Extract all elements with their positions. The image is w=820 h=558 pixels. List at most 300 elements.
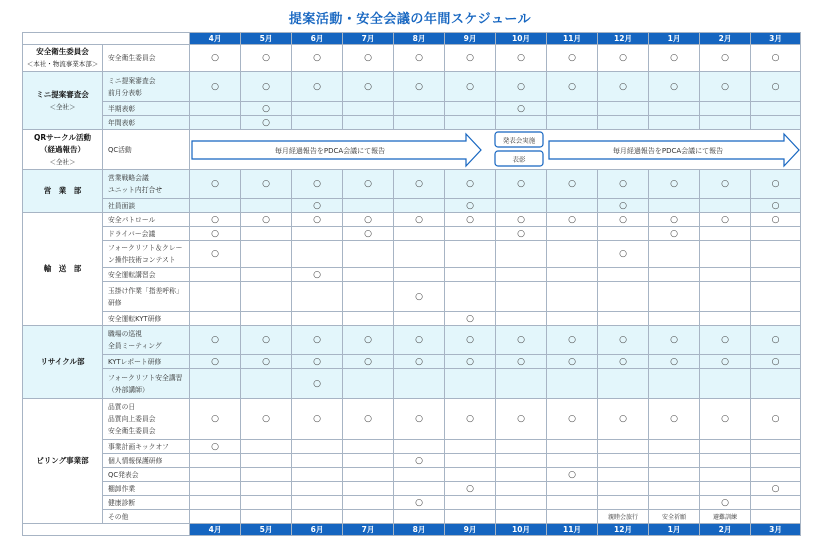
schedule-cell xyxy=(394,241,445,268)
schedule-cell xyxy=(649,312,700,326)
group-scope: ＜全社＞ xyxy=(49,102,76,111)
schedule-cell: ○ xyxy=(241,102,292,116)
schedule-cell xyxy=(394,227,445,241)
schedule-cell xyxy=(496,482,547,496)
header-top-month: 10月 xyxy=(496,33,547,45)
header-top-month: 7月 xyxy=(343,33,394,45)
schedule-cell xyxy=(496,199,547,213)
header-bottom-month: 9月 xyxy=(445,524,496,536)
schedule-cell xyxy=(598,454,649,468)
schedule-cell xyxy=(700,282,751,312)
schedule-cell xyxy=(190,510,241,524)
schedule-cell xyxy=(394,440,445,454)
schedule-cell xyxy=(445,116,496,130)
activity-label: 職場の巡視 全員ミーティング xyxy=(103,326,190,355)
schedule-cell xyxy=(547,510,598,524)
schedule-cell xyxy=(700,227,751,241)
activity-label: 安全運転講習会 xyxy=(103,268,190,282)
header-bottom-month: 4月 xyxy=(190,524,241,536)
schedule-cell: ○ xyxy=(190,45,241,72)
schedule-cell: ○ xyxy=(394,170,445,199)
schedule-cell: ○ xyxy=(496,326,547,355)
schedule-cell xyxy=(700,102,751,116)
group-name: 安全衛生委員会 xyxy=(36,47,89,56)
schedule-cell xyxy=(445,227,496,241)
schedule-cell xyxy=(292,116,343,130)
schedule-cell xyxy=(700,369,751,399)
schedule-cell: ○ xyxy=(649,399,700,440)
header-bottom-month: 7月 xyxy=(343,524,394,536)
schedule-cell xyxy=(394,102,445,116)
schedule-cell xyxy=(241,312,292,326)
schedule-cell xyxy=(751,510,801,524)
schedule-row xyxy=(23,199,801,213)
schedule-cell: ○ xyxy=(190,399,241,440)
activity-label: 健康診断 xyxy=(103,496,190,510)
schedule-cell: ○ xyxy=(598,355,649,369)
schedule-cell xyxy=(292,102,343,116)
schedule-cell: ○ xyxy=(649,213,700,227)
schedule-cell: ○ xyxy=(547,355,598,369)
schedule-cell xyxy=(292,282,343,312)
schedule-cell: ○ xyxy=(547,72,598,102)
schedule-row xyxy=(23,45,801,72)
schedule-cell xyxy=(496,312,547,326)
schedule-row xyxy=(23,468,801,482)
schedule-cell xyxy=(190,454,241,468)
activity-label: KYTレポート研修 xyxy=(103,355,190,369)
schedule-cell: ○ xyxy=(445,326,496,355)
schedule-cell: ○ xyxy=(445,199,496,213)
schedule-cell xyxy=(394,482,445,496)
schedule-cell xyxy=(190,312,241,326)
schedule-cell xyxy=(343,116,394,130)
header-bottom-month: 1月 xyxy=(649,524,700,536)
header-bottom-month: 8月 xyxy=(394,524,445,536)
schedule-cell xyxy=(751,369,801,399)
schedule-cell: ○ xyxy=(445,312,496,326)
schedule-cell xyxy=(343,454,394,468)
schedule-cell: ○ xyxy=(598,170,649,199)
schedule-cell: ○ xyxy=(751,170,801,199)
header-top-month: 4月 xyxy=(190,33,241,45)
schedule-cell: ○ xyxy=(394,496,445,510)
activity-label: 品質の日 品質向上委員会 安全衛生委員会 xyxy=(103,399,190,440)
qc-arrow-left-text: 毎月経過報告をPDCA会議にて報告 xyxy=(274,147,386,155)
schedule-cell xyxy=(343,282,394,312)
schedule-cell xyxy=(445,241,496,268)
schedule-cell: ○ xyxy=(292,45,343,72)
schedule-cell xyxy=(598,482,649,496)
schedule-cell xyxy=(445,468,496,482)
schedule-cell: ○ xyxy=(751,199,801,213)
schedule-cell xyxy=(751,116,801,130)
schedule-cell xyxy=(394,369,445,399)
schedule-cell: ○ xyxy=(496,213,547,227)
schedule-cell: ○ xyxy=(241,326,292,355)
schedule-cell: ○ xyxy=(649,170,700,199)
header-top-corner xyxy=(23,33,190,45)
schedule-row xyxy=(23,454,801,468)
schedule-cell: ○ xyxy=(394,326,445,355)
schedule-cell xyxy=(292,510,343,524)
schedule-cell xyxy=(343,241,394,268)
schedule-cell: ○ xyxy=(496,227,547,241)
schedule-cell xyxy=(547,199,598,213)
header-bottom-month: 10月 xyxy=(496,524,547,536)
header-top-month: 6月 xyxy=(292,33,343,45)
schedule-cell: ○ xyxy=(751,355,801,369)
schedule-cell xyxy=(598,440,649,454)
schedule-cell: ○ xyxy=(292,355,343,369)
qc-box-award-text: 表彰 xyxy=(512,155,526,164)
schedule-note: 安全祈願 xyxy=(649,510,700,524)
schedule-cell: ○ xyxy=(598,241,649,268)
group-name: 輸 送 部 xyxy=(43,264,82,273)
schedule-cell xyxy=(649,496,700,510)
schedule-row xyxy=(23,170,801,199)
schedule-cell xyxy=(547,482,598,496)
group-name: リサイクル部 xyxy=(40,357,85,366)
schedule-cell: ○ xyxy=(751,326,801,355)
schedule-cell xyxy=(598,282,649,312)
schedule-cell: ○ xyxy=(649,227,700,241)
schedule-cell: ○ xyxy=(496,72,547,102)
schedule-row xyxy=(23,399,801,440)
schedule-cell xyxy=(190,199,241,213)
schedule-cell: ○ xyxy=(751,45,801,72)
schedule-cell xyxy=(445,496,496,510)
schedule-cell xyxy=(496,468,547,482)
schedule-cell: ○ xyxy=(190,72,241,102)
schedule-cell: ○ xyxy=(700,170,751,199)
activity-label: 個人情報保護研修 xyxy=(103,454,190,468)
schedule-cell xyxy=(700,440,751,454)
schedule-cell xyxy=(190,482,241,496)
schedule-cell: ○ xyxy=(700,399,751,440)
header-top-month: 11月 xyxy=(547,33,598,45)
schedule-cell xyxy=(751,282,801,312)
group-label xyxy=(23,170,103,213)
schedule-cell xyxy=(343,369,394,399)
schedule-cell: ○ xyxy=(343,227,394,241)
schedule-cell xyxy=(598,116,649,130)
schedule-cell xyxy=(190,468,241,482)
schedule-cell xyxy=(343,482,394,496)
schedule-row xyxy=(23,116,801,130)
schedule-cell xyxy=(394,268,445,282)
schedule-cell: ○ xyxy=(241,45,292,72)
month-header-top xyxy=(23,33,801,45)
schedule-cell xyxy=(343,468,394,482)
schedule-cell: ○ xyxy=(190,326,241,355)
schedule-cell xyxy=(649,468,700,482)
schedule-cell xyxy=(547,282,598,312)
schedule-cell xyxy=(343,102,394,116)
activity-label: QC発表会 xyxy=(103,468,190,482)
group-name: ビリング事業部 xyxy=(36,456,89,465)
schedule-cell: ○ xyxy=(547,45,598,72)
group-scope: ＜本社・物流事業本部＞ xyxy=(26,60,99,68)
schedule-cell: ○ xyxy=(343,170,394,199)
header-top-month: 5月 xyxy=(241,33,292,45)
schedule-cell xyxy=(649,116,700,130)
header-top-month: 8月 xyxy=(394,33,445,45)
schedule-cell xyxy=(547,454,598,468)
group-name: 営 業 部 xyxy=(43,186,82,195)
schedule-row xyxy=(23,440,801,454)
activity-label: 年間表彰 xyxy=(103,116,190,130)
schedule-cell xyxy=(241,282,292,312)
schedule-cell xyxy=(292,241,343,268)
schedule-cell xyxy=(496,369,547,399)
group-name: QRサークル活動 （経過報告） xyxy=(34,132,91,154)
schedule-cell: ○ xyxy=(700,326,751,355)
schedule-row xyxy=(23,268,801,282)
schedule-cell: ○ xyxy=(445,170,496,199)
qc-box-presentation-text: 発表会実施 xyxy=(502,136,536,145)
schedule-cell: ○ xyxy=(700,355,751,369)
schedule-cell xyxy=(292,440,343,454)
activity-label: ドライバー会議 xyxy=(103,227,190,241)
schedule-cell xyxy=(292,227,343,241)
schedule-cell: ○ xyxy=(394,282,445,312)
schedule-row xyxy=(23,241,801,268)
schedule-cell xyxy=(547,312,598,326)
schedule-row xyxy=(23,326,801,355)
schedule-cell xyxy=(445,440,496,454)
schedule-cell xyxy=(496,282,547,312)
activity-label: 半期表彰 xyxy=(103,102,190,116)
schedule-cell xyxy=(649,268,700,282)
schedule-cell xyxy=(496,440,547,454)
schedule-cell: ○ xyxy=(649,326,700,355)
schedule-cell xyxy=(751,268,801,282)
schedule-cell xyxy=(649,482,700,496)
schedule-cell: ○ xyxy=(292,170,343,199)
schedule-cell xyxy=(547,102,598,116)
schedule-row xyxy=(23,102,801,116)
schedule-cell xyxy=(394,116,445,130)
schedule-cell xyxy=(241,199,292,213)
schedule-cell: ○ xyxy=(394,355,445,369)
header-top-month: 1月 xyxy=(649,33,700,45)
schedule-note: 避難訓練 xyxy=(700,510,751,524)
qc-timeline xyxy=(190,130,801,170)
schedule-note: 親睦会旅行 xyxy=(598,510,649,524)
schedule-cell xyxy=(343,199,394,213)
schedule-cell xyxy=(190,496,241,510)
schedule-cell xyxy=(751,468,801,482)
schedule-cell xyxy=(292,496,343,510)
schedule-cell: ○ xyxy=(292,199,343,213)
schedule-cell: ○ xyxy=(343,45,394,72)
schedule-cell: ○ xyxy=(598,45,649,72)
schedule-row xyxy=(23,496,801,510)
schedule-cell xyxy=(547,241,598,268)
schedule-cell xyxy=(598,468,649,482)
schedule-cell xyxy=(547,369,598,399)
schedule-cell xyxy=(649,102,700,116)
schedule-cell: ○ xyxy=(343,326,394,355)
header-bottom-month: 6月 xyxy=(292,524,343,536)
header-bottom-month: 5月 xyxy=(241,524,292,536)
schedule-cell xyxy=(496,510,547,524)
schedule-cell xyxy=(700,482,751,496)
schedule-cell xyxy=(700,241,751,268)
schedule-cell: ○ xyxy=(598,326,649,355)
schedule-cell xyxy=(190,369,241,399)
schedule-cell: ○ xyxy=(241,213,292,227)
activity-label: フォークリフト＆クレーン操作技術コンテスト xyxy=(103,241,190,268)
schedule-cell: ○ xyxy=(343,72,394,102)
schedule-cell xyxy=(394,199,445,213)
schedule-cell xyxy=(445,369,496,399)
schedule-cell: ○ xyxy=(700,496,751,510)
schedule-cell: ○ xyxy=(445,213,496,227)
schedule-cell xyxy=(343,496,394,510)
schedule-cell: ○ xyxy=(700,213,751,227)
schedule-cell xyxy=(292,312,343,326)
schedule-cell xyxy=(394,510,445,524)
schedule-cell: ○ xyxy=(445,399,496,440)
activity-label: ミニ提案審査会 前月分表彰 xyxy=(103,72,190,102)
schedule-cell xyxy=(292,482,343,496)
schedule-cell: ○ xyxy=(292,326,343,355)
group-label xyxy=(23,399,103,524)
schedule-cell: ○ xyxy=(190,355,241,369)
activity-label: 安全衛生委員会 xyxy=(103,45,190,72)
header-bottom-month: 11月 xyxy=(547,524,598,536)
group-label xyxy=(23,213,103,326)
schedule-cell xyxy=(343,312,394,326)
schedule-cell xyxy=(649,199,700,213)
schedule-cell xyxy=(190,116,241,130)
schedule-cell xyxy=(598,496,649,510)
activity-label: 安全パトロール xyxy=(103,213,190,227)
schedule-cell: ○ xyxy=(700,72,751,102)
schedule-cell: ○ xyxy=(496,170,547,199)
activity-label: 棚卸作業 xyxy=(103,482,190,496)
schedule-cell xyxy=(496,116,547,130)
group-scope: ＜全社＞ xyxy=(49,157,76,166)
schedule-cell: ○ xyxy=(190,227,241,241)
schedule-cell xyxy=(190,282,241,312)
group-label xyxy=(23,45,103,72)
schedule-cell xyxy=(190,268,241,282)
schedule-cell: ○ xyxy=(598,199,649,213)
schedule-cell: ○ xyxy=(445,355,496,369)
schedule-cell: ○ xyxy=(190,170,241,199)
schedule-cell xyxy=(241,241,292,268)
schedule-row xyxy=(23,227,801,241)
schedule-cell: ○ xyxy=(241,355,292,369)
schedule-cell xyxy=(241,454,292,468)
schedule-cell: ○ xyxy=(547,468,598,482)
schedule-cell xyxy=(649,454,700,468)
schedule-row xyxy=(23,130,801,170)
schedule-cell xyxy=(700,454,751,468)
schedule-cell: ○ xyxy=(292,72,343,102)
schedule-cell xyxy=(343,440,394,454)
schedule-cell xyxy=(190,102,241,116)
schedule-cell: ○ xyxy=(445,45,496,72)
schedule-cell xyxy=(649,440,700,454)
schedule-cell xyxy=(241,268,292,282)
schedule-cell xyxy=(292,454,343,468)
group-name: ミニ提案審査会 xyxy=(36,89,89,99)
schedule-cell: ○ xyxy=(292,369,343,399)
schedule-cell: ○ xyxy=(649,72,700,102)
schedule-cell: ○ xyxy=(343,355,394,369)
schedule-cell: ○ xyxy=(598,399,649,440)
schedule-row xyxy=(23,482,801,496)
schedule-cell: ○ xyxy=(496,102,547,116)
schedule-cell xyxy=(241,468,292,482)
schedule-cell xyxy=(751,227,801,241)
schedule-cell xyxy=(496,268,547,282)
schedule-cell xyxy=(496,496,547,510)
schedule-cell: ○ xyxy=(598,72,649,102)
header-top-month: 12月 xyxy=(598,33,649,45)
schedule-cell: ○ xyxy=(190,241,241,268)
schedule-row xyxy=(23,355,801,369)
schedule-cell xyxy=(445,454,496,468)
schedule-cell xyxy=(700,268,751,282)
schedule-cell xyxy=(445,102,496,116)
schedule-cell: ○ xyxy=(547,213,598,227)
schedule-cell xyxy=(700,468,751,482)
header-top-month: 9月 xyxy=(445,33,496,45)
header-bottom-month: 3月 xyxy=(751,524,801,536)
schedule-cell xyxy=(343,510,394,524)
schedule-cell: ○ xyxy=(394,213,445,227)
activity-label: その他 xyxy=(103,510,190,524)
schedule-table xyxy=(22,32,801,536)
header-top-month: 2月 xyxy=(700,33,751,45)
qc-arrows xyxy=(190,130,801,170)
schedule-cell xyxy=(496,241,547,268)
schedule-cell xyxy=(598,268,649,282)
schedule-cell: ○ xyxy=(343,213,394,227)
qc-arrow-right-text: 毎月経過報告をPDCA会議にて報告 xyxy=(612,147,724,155)
schedule-row xyxy=(23,369,801,399)
schedule-cell: ○ xyxy=(751,72,801,102)
schedule-row xyxy=(23,72,801,102)
schedule-row xyxy=(23,312,801,326)
schedule-cell: ○ xyxy=(292,399,343,440)
schedule-cell: ○ xyxy=(292,268,343,282)
schedule-cell xyxy=(700,312,751,326)
schedule-cell: ○ xyxy=(496,399,547,440)
schedule-cell xyxy=(241,510,292,524)
schedule-cell: ○ xyxy=(241,72,292,102)
schedule-cell: ○ xyxy=(700,45,751,72)
activity-label: 事業計画キックオフ xyxy=(103,440,190,454)
schedule-cell xyxy=(241,440,292,454)
schedule-cell xyxy=(241,227,292,241)
schedule-cell: ○ xyxy=(394,45,445,72)
activity-label: 玉掛け作業「指差呼称」研修 xyxy=(103,282,190,312)
schedule-cell xyxy=(649,241,700,268)
schedule-cell: ○ xyxy=(343,399,394,440)
page-title: 提案活動・安全会議の年間スケジュール xyxy=(288,12,532,27)
schedule-cell xyxy=(547,268,598,282)
schedule-cell xyxy=(445,268,496,282)
schedule-cell xyxy=(751,496,801,510)
schedule-row xyxy=(23,510,801,524)
schedule-cell xyxy=(241,369,292,399)
